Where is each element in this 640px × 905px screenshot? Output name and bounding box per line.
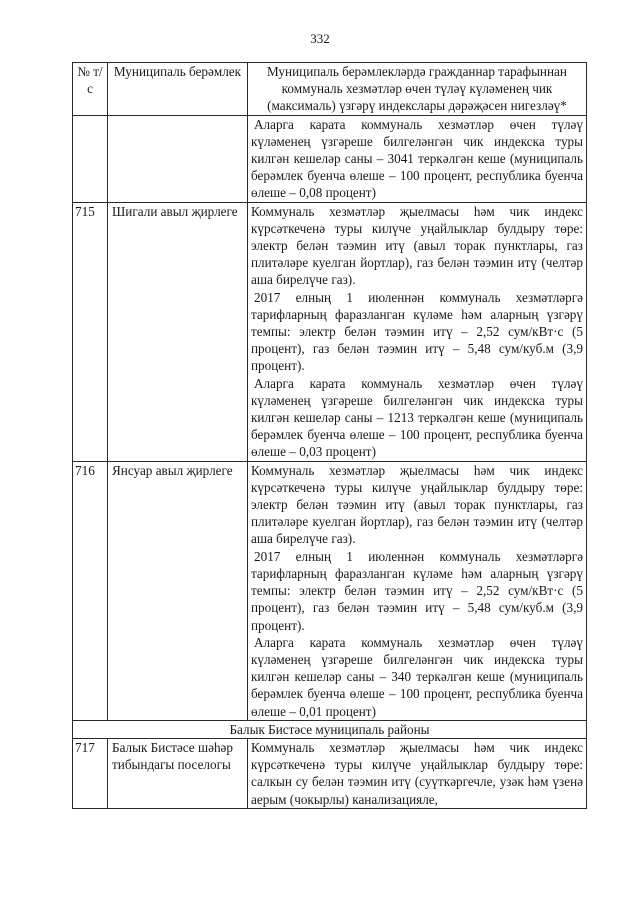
- row-description: [248, 202, 587, 461]
- table-header-row: [73, 63, 587, 116]
- row-num: 716: [73, 461, 108, 720]
- table-row: [73, 738, 587, 808]
- row-name: [108, 115, 248, 202]
- paragraph: Коммуналь хезмәтләр җыелмасы һәм чик индекс күрсәткеченә туры килүче уңайлыклар булдыру төре: электр белән тәэмин итү (авыл торак пунктлары, газ плитәләре куелган йортлар), газ белән тәэмин итү (челтәр аша бирелүче газ).: [251, 462, 583, 547]
- page-number: 332: [310, 31, 330, 46]
- row-description: [248, 738, 587, 808]
- table-row: [73, 202, 587, 461]
- paragraph: Аларга карата коммуналь хезмәтләр өчен түләү күләменең үзгәреше билгеләнгән чик индекска туры килгән кешеләр саны – 340 теркәлгән кеше (муниципаль берәмлек буенча өлеше – 100 процент, республика буенча өлеше – 0,01 процент): [251, 634, 583, 719]
- paragraph: Коммуналь хезмәтләр җыелмасы һәм чик индекс күрсәткеченә туры килүче уңайлыклар булдыру төре: электр белән тәэмин итү (авыл торак пунктлары, газ плитәләре куелган йортлар), газ белән тәэмин итү (челтәр аша бирелүче газ).: [251, 203, 583, 288]
- paragraph: Коммуналь хезмәтләр җыелмасы һәм чик индекс күрсәткеченә туры килүче уңайлыклар булдыру төре: салкын су белән тәэмин итү (суүткәргечле, узәк һәм үзенә аерым (чокырлы) канализацияле,: [251, 739, 583, 807]
- row-name: Балык Бистәсе шәһәр тибындагы поселогы: [108, 738, 248, 808]
- paragraph: 2017 елның 1 июленнән коммуналь хезмәтләргә тарифларның фаразланган күләме һәм аларның үзгәрү темпы: электр белән тәэмин итү – 2,52 сум/кВт·с (5 процент), газ белән тәэмин итү – 5,48 сум/куб.м (3,9 процент).: [251, 289, 583, 374]
- table-row: [73, 461, 587, 720]
- section-row: [73, 720, 587, 738]
- paragraph: Аларга карата коммуналь хезмәтләр өчен түләү күләменең үзгәреше билгеләнгән чик индекска туры килгән кешеләр саны – 3041 теркәлгән кеше (муниципаль берәмлек буенча өлеше – 100 процент, республика буенча өлеше – 0,08 процент): [251, 116, 583, 201]
- row-description: [248, 461, 587, 720]
- row-num: [73, 115, 108, 202]
- header-municipality: Муниципаль берәмлек: [108, 63, 248, 116]
- header-index: Муниципаль берәмлекләрдә гражданнар тарафыннан коммуналь хезмәтләр өчен түләү күләменең чик (максималь) үзгәрү индекслары дәрәҗәсен нигезләү*: [248, 63, 587, 116]
- row-name: Янсуар авыл җирлеге: [108, 461, 248, 720]
- row-name: Шигали авыл җирлеге: [108, 202, 248, 461]
- table-row: [73, 115, 587, 202]
- row-num: 715: [73, 202, 108, 461]
- section-title: Балык Бистәсе муниципаль районы: [73, 720, 587, 738]
- paragraph: 2017 елның 1 июленнән коммуналь хезмәтләргә тарифларның фаразланган күләме һәм аларның үзгәрү темпы: электр белән тәэмин итү – 2,52 сум/кВт·с (5 процент), газ белән тәэмин итү – 5,48 сум/куб.м (3,9 процент).: [251, 548, 583, 633]
- row-num: 717: [73, 738, 108, 808]
- row-description: [248, 115, 587, 202]
- header-num: № т/с: [73, 63, 108, 116]
- paragraph: Аларга карата коммуналь хезмәтләр өчен түләү күләменең үзгәреше билгеләнгән чик индекска туры килгән кешеләр саны – 1213 теркәлгән кеше (муниципаль берәмлек буенча өлеше – 100 процент, республика буенча өлеше – 0,03 процент): [251, 375, 583, 460]
- index-table: [72, 62, 587, 809]
